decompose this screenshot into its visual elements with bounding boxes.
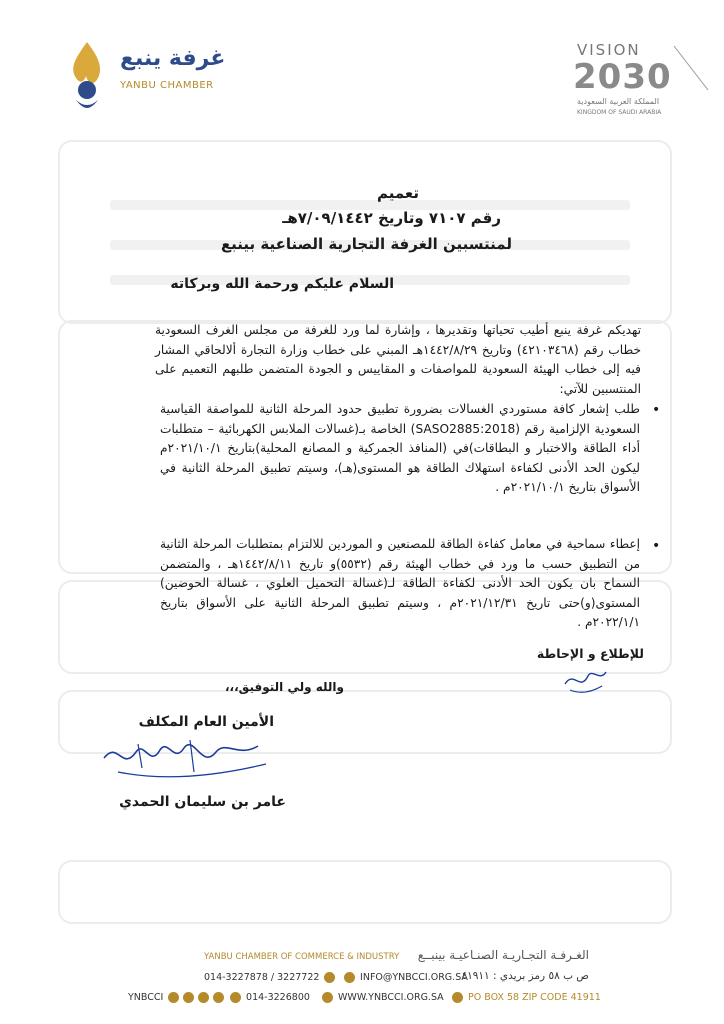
vision-arabic: المملكة العربية السعودية <box>577 97 660 106</box>
web-text[interactable]: WWW.YNBCCI.ORG.SA <box>338 992 444 1003</box>
fax-text: 014-3227878 / 3227722 <box>204 972 320 983</box>
facebook-icon[interactable] <box>168 992 179 1003</box>
vision-word: VISION <box>577 41 641 59</box>
footer-website[interactable] <box>320 992 444 1003</box>
footer-fax <box>204 972 337 983</box>
background-bleed-box <box>58 860 672 924</box>
bullet-item-2: إعطاء سماحية في معامل كفاءة الطاقة للمصنعين و الموردين للالتزام بمتطلبات المرحلة الثانية من التطبيق حسب ما ورد في خطاب الهيئة رقم (٥٥٣٢)و تاريخ ١٤٤٢/٨/١١هـ ، والمتضمن السماح بان يكون الحد الأدنى لكفاءة الطاقة لـ(غسالة التحميل العلوي ، غسالة الحوضين) المستوى(و)حتى تاريخ ٢٠٢١/١٢/٣١م ، وسيتم تطبيق المرحلة الثانية على الأسواق بتاريخ ٢٠٢٢/١/١م . <box>160 537 640 630</box>
instagram-icon[interactable] <box>183 992 194 1003</box>
signatory-name: عامر بن سليمان الحمدي <box>119 794 286 810</box>
twitter-icon[interactable] <box>213 992 224 1003</box>
corner-mark <box>672 44 712 94</box>
yanbu-flame-icon <box>62 38 112 113</box>
bullet-dot: • <box>652 402 661 418</box>
bullet-item-1: طلب إشعار كافة مستوردي الغسالات بضرورة تطبيق حدود المرحلة الثانية للمواصفة القياسية السعودية الإلزامية رقم (SASO2885:2018) الخاصة بـ(غسالات الملابس الكهربائية – متطلبات أداء الطاقة والاختبار و البطاقات)في (المنافذ الجمركية و المصانع المحلية)بتاريخ ٢٠٢١/١٠/١م ليكون الحد الأدنى لكفاءة استهلاك الطاقة هو المستوى(هـ)، وسيتم تطبيق المرحلة الثانية في الأسواق بتاريخ ٢٠٢١/١٠/١م . <box>160 402 640 495</box>
greeting: السلام عليكم ورحمة الله وبركاته <box>170 276 394 292</box>
footer-email[interactable] <box>342 972 468 983</box>
background-bleed-box <box>58 140 672 324</box>
closing-acknowledge: للإطلاع و الإحاطة <box>536 646 644 661</box>
yanbu-chamber-logo <box>62 38 226 113</box>
yanbu-logo-english: YANBU CHAMBER <box>120 80 214 91</box>
phone-icon <box>230 992 241 1003</box>
handwritten-signature <box>98 728 273 788</box>
web-icon <box>322 992 333 1003</box>
email-text[interactable]: INFO@YNBCCI.ORG.SA <box>360 972 468 983</box>
footer-social <box>128 992 226 1003</box>
phone-text: 014-3226800 <box>246 992 310 1003</box>
initials-mark <box>560 662 610 698</box>
footer-name-arabic: الغـرفـة التجـاريـة الصنـاعيـة بينبــع <box>417 948 589 962</box>
pobox-text: PO BOX 58 ZIP CODE 41911 <box>468 992 601 1003</box>
brand-text: YNBCCI <box>128 992 164 1003</box>
email-icon <box>344 972 355 983</box>
bullet-dot: • <box>652 538 661 554</box>
footer-name-english: YANBU CHAMBER OF COMMERCE & INDUSTRY <box>204 952 400 962</box>
footer-phone <box>228 992 310 1003</box>
vision-english: KINGDOM OF SAUDI ARABIA <box>577 109 662 116</box>
mailbox-icon <box>452 992 463 1003</box>
yanbu-logo-arabic: غرفة ينبع <box>120 46 226 71</box>
intro-paragraph: تهديكم غرفة ينبع أطيب تحياتها وتقديرها ، وإشارة لما ورد للغرفة من مجلس الغرف السعودية خطاب رقم (٤٢١٠٣٤٦٨) وتاريخ ١٤٤٢/٨/٢٩هـ المبني على خطاب وزارة التجارة ألالحاقي المشار فيه إلى خطاب الهيئة السعودية للمواصفات و المقاييس و الجودة المتضمن طلبهم التعميم على المنتسبين للآتي: <box>155 323 642 396</box>
footer-pobox-english <box>450 992 601 1003</box>
youtube-icon[interactable] <box>198 992 209 1003</box>
vision-year: 2030 <box>573 57 672 97</box>
letter-reference: رقم ٧١٠٧ وتاريخ ٧/٠٩/١٤٤٢هـ <box>282 209 501 227</box>
closing-blessing: والله ولي التوفيق،،، <box>224 680 344 694</box>
footer-pobox-arabic: ص ب ٥٨ رمز بريدي : ٤١٩١١ <box>461 970 589 982</box>
letter-recipient: لمنتسبين الغرفة التجارية الصناعية بينبع <box>220 235 512 253</box>
letter-title: تعميم <box>376 184 419 202</box>
signatory-title: الأمين العام المكلف <box>138 714 274 730</box>
fax-icon <box>324 972 335 983</box>
